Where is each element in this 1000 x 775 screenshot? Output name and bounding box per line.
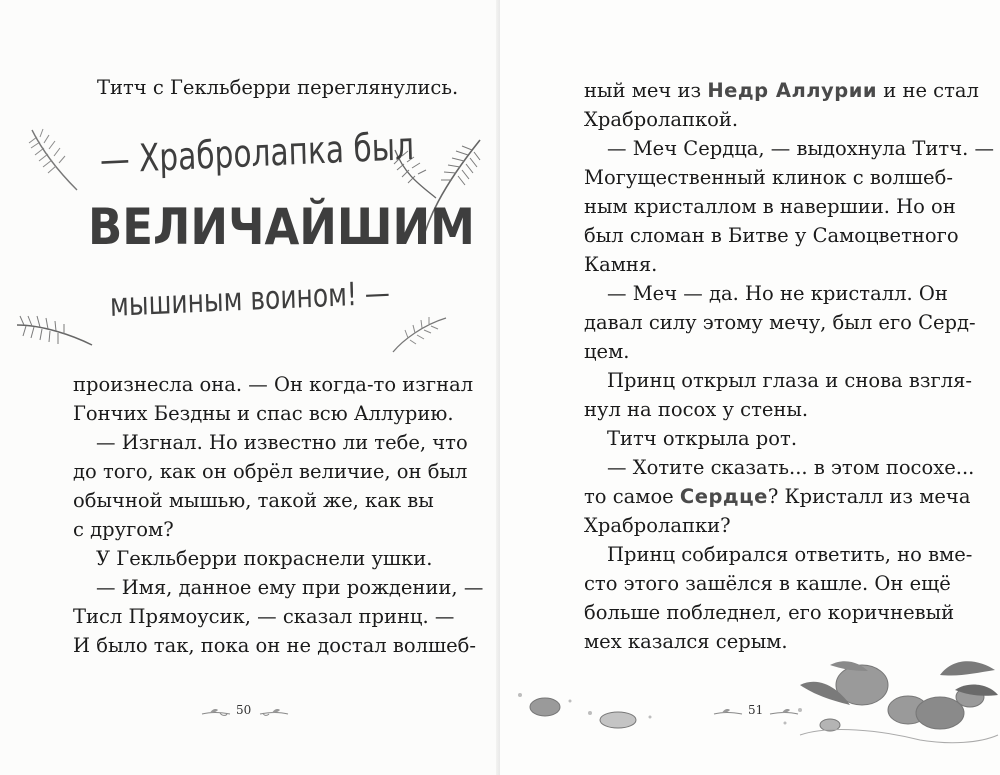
highlighted-term: Сердце (679, 485, 768, 508)
body-line: Принц собирался ответить, но вме- (607, 543, 973, 566)
page-number: 50 (236, 703, 252, 717)
body-line: больше побледнел, его коричневый (584, 601, 955, 624)
body-line: мех казался серым. (584, 630, 788, 653)
body-line: обычной мышью, такой же, как вы (73, 489, 434, 512)
body-line: Храбролапкой. (584, 108, 739, 131)
leaf-flourish-icon (200, 706, 232, 718)
feather-sprig-icon (22, 125, 82, 195)
leaf-flourish-icon (768, 706, 800, 718)
body-line: Могущественный клинок с волшеб- (584, 166, 953, 189)
leaf-flourish-icon (258, 706, 290, 718)
body-line: давал силу этому мечу, был его Серд- (584, 311, 976, 334)
pull-quote-line-1: — Храбролапка был (99, 123, 415, 182)
body-line: И было так, пока он не достал волшеб- (73, 634, 476, 657)
highlighted-term: Недр Аллурии (707, 79, 878, 102)
body-line: Храбролапки? (584, 514, 731, 537)
body-line: Гончих Бездны и спас всю Аллурию. (73, 402, 454, 425)
body-line: Принц открыл глаза и снова взгля- (607, 369, 972, 392)
body-line: У Гекльберри покраснели ушки. (96, 547, 433, 570)
page-number: 51 (748, 703, 764, 717)
intro-line: Титч с Гекльберри переглянулись. (97, 76, 459, 99)
body-line: — Изгнал. Но известно ли тебе, что (96, 431, 468, 454)
body-line (584, 482, 971, 512)
body-line: нул на посох у стены. (584, 398, 809, 421)
text-run: и не стал (877, 79, 979, 102)
body-line: цем. (584, 340, 630, 363)
text-run: то самое (584, 485, 680, 508)
text-run: ный меч из (584, 79, 708, 102)
body-line: до того, как он обрёл величие, он был (73, 460, 468, 483)
feather-sprig-icon (388, 310, 448, 355)
body-line: сто этого зашёлся в кашле. Он ещё (584, 572, 951, 595)
body-line: Титч открыла рот. (607, 427, 798, 450)
body-line: ным кристаллом в навершии. Но он (584, 195, 956, 218)
pine-branch-icon (12, 305, 97, 355)
leaf-flourish-icon (712, 706, 744, 718)
pull-quote-line-2: ВЕЛИЧАЙШИМ (88, 198, 475, 256)
body-line: был сломан в Битве у Самоцветного (584, 224, 959, 247)
body-line: — Имя, данное ему при рождении, — (96, 576, 484, 599)
pull-quote-line-3: мышиным воином! — (109, 273, 391, 324)
body-line: произнесла она. — Он когда-то изгнал (73, 373, 474, 396)
body-line: — Меч Сердца, — выдохнула Титч. — (607, 137, 995, 160)
body-line: Тисл Прямоусик, — сказал принц. — (73, 605, 455, 628)
text-run: ? Кристалл из меча (767, 485, 971, 508)
body-line: с другом? (73, 518, 174, 541)
body-line: Камня. (584, 253, 658, 276)
body-line: — Меч — да. Но не кристалл. Он (607, 282, 948, 305)
right-page (500, 0, 1000, 775)
body-line (584, 76, 979, 106)
body-line: — Хотите сказать... в этом посохе... (607, 456, 975, 479)
